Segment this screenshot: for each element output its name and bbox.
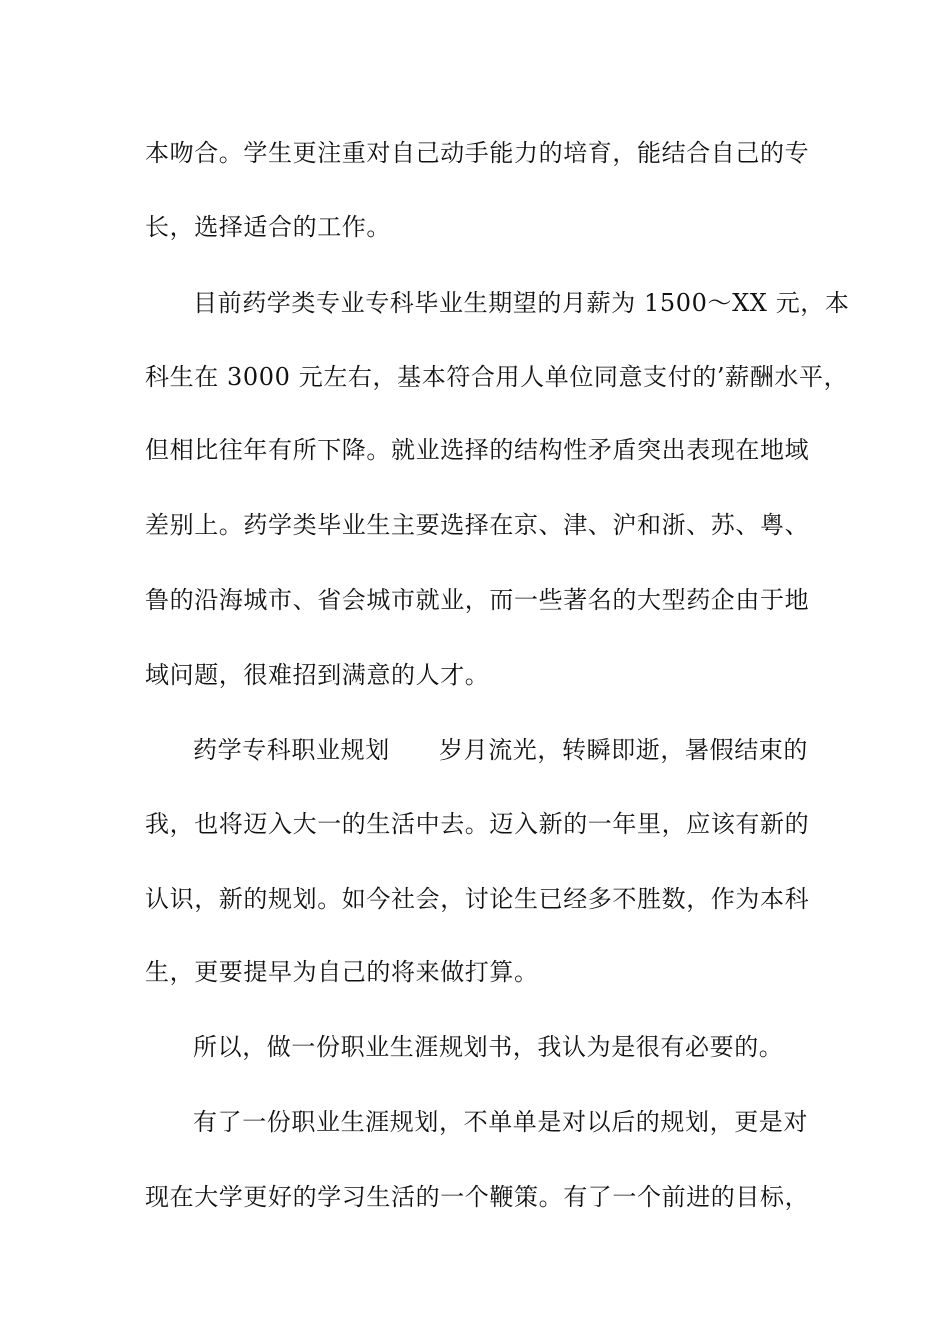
text-line: 鲁的沿海城市、省会城市就业，而一些著名的大型药企由于地 (145, 586, 810, 614)
paragraph-start-line: 目前药学类专业专科毕业生期望的月薪为 1500～XX 元，本 (193, 289, 850, 317)
paragraph-start-line: 有了一份职业生涯规划，不单单是对以后的规划，更是对 (193, 1108, 808, 1136)
text-line: 差别上。药学类毕业生主要选择在京、津、沪和浙、苏、粤、 (145, 511, 810, 539)
text-line: 长，选择适合的工作。 (145, 213, 391, 241)
text-line: 生，更要提早为自己的将来做打算。 (145, 958, 539, 986)
text-line: 我，也将迈入大一的生活中去。迈入新的一年里，应该有新的 (145, 810, 810, 838)
text-line: 域问题，很难招到满意的人才。 (145, 661, 490, 689)
text-line: 但相比往年有所下降。就业选择的结构性矛盾突出表现在地域 (145, 436, 810, 464)
paragraph-start-line: 药学专科职业规划 岁月流光，转瞬即逝，暑假结束的 (193, 736, 808, 764)
paragraph-start-line: 所以，做一份职业生涯规划书，我认为是很有必要的。 (193, 1033, 784, 1061)
text-line: 科生在 3000 元左右，基本符合用人单位同意支付的’薪酬水平， (145, 363, 849, 391)
text-line: 本吻合。学生更注重对自己动手能力的培育，能结合自己的专 (145, 139, 810, 167)
text-line: 认识，新的规划。如今社会，讨论生已经多不胜数，作为本科 (145, 885, 810, 913)
text-line: 现在大学更好的学习生活的一个鞭策。有了一个前进的目标， (145, 1183, 810, 1211)
